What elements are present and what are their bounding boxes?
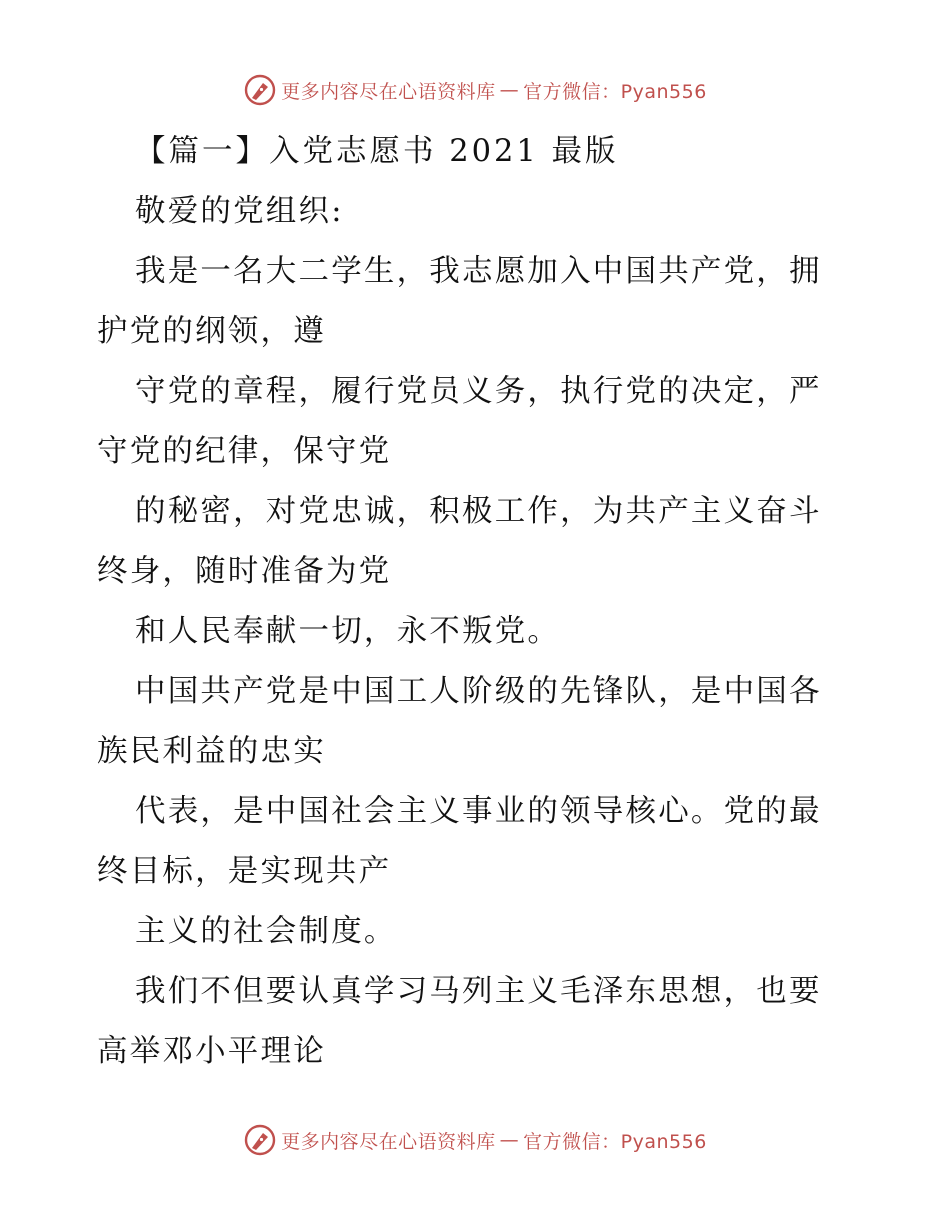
- pen-nib-logo-icon: [243, 73, 277, 107]
- body-line: 族民利益的忠实: [97, 734, 326, 769]
- banner-content: [243, 73, 707, 107]
- body-line: 终身，随时准备为党: [97, 554, 392, 589]
- document-body: [97, 122, 857, 1082]
- body-line: 终目标，是实现共产: [97, 854, 392, 889]
- banner-separator: —: [499, 1129, 520, 1151]
- banner-wechat-text: 官方微信：Pyan556: [523, 1130, 707, 1153]
- banner-separator: —: [499, 79, 520, 101]
- body-line: 守党的纪律，保守党: [97, 434, 392, 469]
- banner-content: [243, 1123, 707, 1157]
- banner-wechat-text: 官方微信：Pyan556: [523, 80, 707, 103]
- body-line: 中国共产党是中国工人阶级的先锋队，是中国各: [135, 674, 822, 709]
- body-line: 护党的纲领，遵: [97, 314, 326, 349]
- salutation: 敬爱的党组织:: [135, 194, 344, 229]
- body-line: 高举邓小平理论: [97, 1034, 326, 1069]
- banner-site-text: 更多内容尽在心语资料库: [281, 80, 496, 103]
- body-line: 我是一名大二学生，我志愿加入中国共产党，拥: [135, 254, 822, 289]
- body-line: 的秘密，对党忠诚，积极工作，为共产主义奋斗: [135, 494, 822, 529]
- banner-site-text: 更多内容尽在心语资料库: [281, 1130, 496, 1153]
- header-watermark-banner: [0, 70, 950, 110]
- body-line: 守党的章程，履行党员义务，执行党的决定，严: [135, 374, 822, 409]
- body-line: 代表，是中国社会主义事业的领导核心。党的最: [135, 794, 822, 829]
- body-line: 我们不但要认真学习马列主义毛泽东思想，也要: [135, 974, 822, 1009]
- footer-watermark-banner: [0, 1120, 950, 1160]
- body-line: 主义的社会制度。: [135, 914, 397, 949]
- pen-nib-logo-icon: [243, 1123, 277, 1157]
- body-line: 和人民奉献一切，永不叛党。: [135, 614, 561, 649]
- document-title: 【篇一】入党志愿书 2021 最版: [135, 134, 619, 169]
